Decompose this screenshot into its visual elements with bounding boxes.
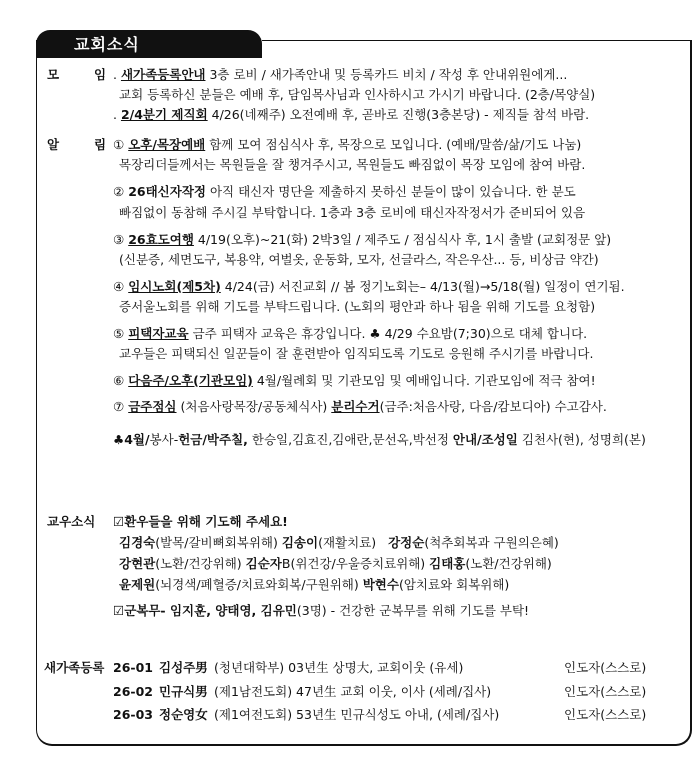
- prayer-row-1: [119, 534, 559, 552]
- prayer-row-3: [119, 576, 509, 594]
- patient-name: 김순자: [245, 556, 282, 571]
- newfamily-name: 김성주男: [159, 660, 208, 675]
- notice-6-title: 다음주/오후(기관모임): [128, 373, 253, 388]
- notice-7-title-2: 분리수거: [331, 399, 380, 414]
- notice-4-title: 임시노회(제5차): [128, 279, 221, 294]
- newfamily-detail: (청년대학부) 03년生 상명大, 교회이웃 (유세): [214, 660, 464, 675]
- patient-name: 윤제원: [119, 577, 156, 592]
- notice-5: [113, 325, 587, 343]
- patient-note: (발목/갈비뼈회복위해): [155, 535, 278, 550]
- notice-3-number: ③: [113, 232, 125, 247]
- notice-1-title: 오후/목장예배: [128, 137, 206, 152]
- patient-note: (뇌경색/폐혈증/치료와회복/구원위해): [155, 577, 359, 592]
- notice-5-line-2: 교우들은 피택되신 일꾼들이 잘 훈련받아 임직되도록 기도로 응원해 주시기를 바랍니다.: [119, 346, 594, 361]
- notice-5-number: ⑤: [113, 326, 125, 341]
- patient-name: 김송이: [281, 535, 319, 550]
- notice-6-text: 4월/월례회 및 기관모임 및 예배입니다. 기관모임에 적극 참여!: [252, 373, 596, 388]
- notice-5-title: 피택자교육: [128, 326, 189, 341]
- notice-7-text: (처음사랑목장/공동체식사): [176, 399, 332, 414]
- notice-2-title: 26태신자작정: [128, 184, 206, 199]
- newfamily-name: 민규식男: [159, 684, 208, 699]
- notice-8-month: ♣4월/: [113, 432, 150, 447]
- patient-name: 강정순: [388, 535, 425, 550]
- newfamily-detail: (제1남전도회) 47년生 교회 이웃, 이사 (세례/집사): [214, 684, 492, 699]
- notice-1-text: 함께 모여 점심식사 후, 목장으로 모입니다. (예배/말씀/삶/기도 나눔): [205, 137, 582, 152]
- military-text: (3명) - 건강한 군복무를 위해 기도를 부탁!: [296, 603, 530, 618]
- notice-8: [113, 431, 646, 449]
- notices-label-b: 림: [94, 137, 107, 152]
- notice-6: [113, 372, 596, 390]
- notice-4-line-2: 증서울노회를 위해 기도를 부탁드립니다. (노회의 평안과 하나 됨을 위해 기도를 요청함): [119, 299, 596, 314]
- newfamily-guide: 인도자(스스로): [564, 684, 647, 699]
- notices-label-a: 알: [47, 137, 60, 152]
- notice-3: [113, 231, 611, 249]
- gathering-label-b: 임: [94, 67, 107, 82]
- notice-2-text: 아직 태신자 명단을 제출하지 못하신 분들이 많이 있습니다. 한 분도: [205, 184, 576, 199]
- notice-3-title: 26효도여행: [128, 232, 194, 247]
- notice-4-number: ④: [113, 279, 125, 294]
- section-title: 교회소식: [36, 30, 262, 58]
- gathering-line-3: . 2/4분기 제직회 4/26(네째주) 오전예배 후, 곧바로 진행(3층본당) - 제직들 참석 바람.: [113, 107, 590, 122]
- newfamily-detail: (제1여전도회) 53년生 민규식성도 아내, (세례/집사): [214, 707, 500, 722]
- patient-name: 김경숙: [119, 535, 156, 550]
- bulletin-frame-top: [262, 40, 692, 41]
- notice-3-text: 4/19(오후)~21(화) 2박3일 / 제주도 / 점심식사 후, 1시 출발 (교회정문 앞): [193, 232, 612, 247]
- prayer-row-2: [119, 555, 552, 573]
- notice-2-line-2: 빠짐없이 동참해 주시길 부탁합니다. 1층과 3층 로비에 태신자작정서가 준비되어 있음: [119, 205, 586, 220]
- patient-name: 박현수: [362, 577, 399, 592]
- council-text: 4/26(네째주) 오전예배 후, 곧바로 진행(3층본당) - 제직들 참석 바람.: [207, 107, 590, 122]
- notice-5-text: 금주 피택자 교육은 휴강입니다. ♣ 4/29 수요밤(7;30)으로 대체 합니다.: [188, 326, 588, 341]
- new-family-guide-title: 새가족등록안내: [120, 67, 206, 82]
- newfamily-guide: 인도자(스스로): [564, 660, 647, 675]
- military-service: [113, 602, 529, 620]
- notice-4: [113, 278, 625, 296]
- prayer-label: 교우소식: [47, 514, 96, 529]
- patient-note: (노환/건강위해): [155, 556, 242, 571]
- newfamily-guide: 인도자(스스로): [564, 707, 647, 722]
- notice-2-number: ②: [113, 184, 125, 199]
- patient-note: (노환/건강위해): [465, 556, 552, 571]
- newfamily-number: 26-02: [113, 684, 153, 699]
- military-names: ☑군복무- 임지훈, 양태영, 김유민: [113, 603, 297, 618]
- notice-7-title: 금주점심: [128, 399, 177, 414]
- patient-note: (척추회복과 구원의은혜): [424, 535, 559, 550]
- notice-6-number: ⑥: [113, 373, 125, 388]
- notice-8-offering: 헌금/박주칠,: [178, 432, 248, 447]
- notice-8-offering-names: 한승일,김효진,김애란,문선옥,박선정: [247, 432, 453, 447]
- notice-7: [113, 398, 607, 416]
- gathering-line-2: 교회 등록하신 분들은 예배 후, 담임목사님과 인사하시고 가시기 바랍니다. (2층/목양실): [119, 87, 596, 102]
- patient-note: (암치료와 회복위해): [398, 577, 510, 592]
- prayer-title: ☑환우들을 위해 기도해 주세요!: [113, 514, 288, 529]
- notice-7-number: ⑦: [113, 399, 125, 414]
- patient-name: 김태홍: [429, 556, 466, 571]
- newfamily-number: 26-03: [113, 707, 153, 722]
- patient-note: (재활치료): [318, 535, 377, 550]
- notice-8-usher-names: 김천사(현), 성명희(본): [517, 432, 646, 447]
- notice-8-usher: 안내/조성일: [452, 432, 518, 447]
- notice-4-text: 4/24(금) 서진교회 // 봄 정기노회는– 4/13(월)→5/18(월) 일정이 연기됨.: [220, 279, 625, 294]
- newfamily-name: 정순영女: [159, 707, 208, 722]
- notice-7-text-2: (금주:처음사랑, 다음/캄보디아) 수고감사.: [379, 399, 607, 414]
- notice-3-line-2: (신분증, 세면도구, 복용약, 여벌옷, 운동화, 모자, 선글라스, 작은우산... 등, 비상금 약간): [119, 252, 599, 267]
- newfamily-number: 26-01: [113, 660, 153, 675]
- new-family-guide-text: 3층 로비 / 새가족안내 및 등록카드 비치 / 작성 후 안내위원에게...: [205, 67, 568, 82]
- notice-1-line-2: 목장리더들께서는 목원들을 잘 챙겨주시고, 목원들도 빠짐없이 목장 모임에 참여 바람.: [119, 157, 586, 172]
- patient-note: B(위건강/우울증치료위해): [281, 556, 426, 571]
- newfamily-label: 새가족등록: [44, 660, 105, 675]
- notice-2: [113, 183, 576, 201]
- gathering-label-a: 모: [47, 67, 60, 82]
- notice-1: [113, 136, 581, 154]
- notice-1-number: ①: [113, 137, 125, 152]
- notice-8-service: 봉사-: [149, 432, 179, 447]
- gathering-line-1: . 새가족등록안내 3층 로비 / 새가족안내 및 등록카드 비치 / 작성 후 안내위원에게...: [113, 67, 568, 82]
- council-title: 2/4분기 제직회: [120, 107, 208, 122]
- patient-name: 강현관: [119, 556, 156, 571]
